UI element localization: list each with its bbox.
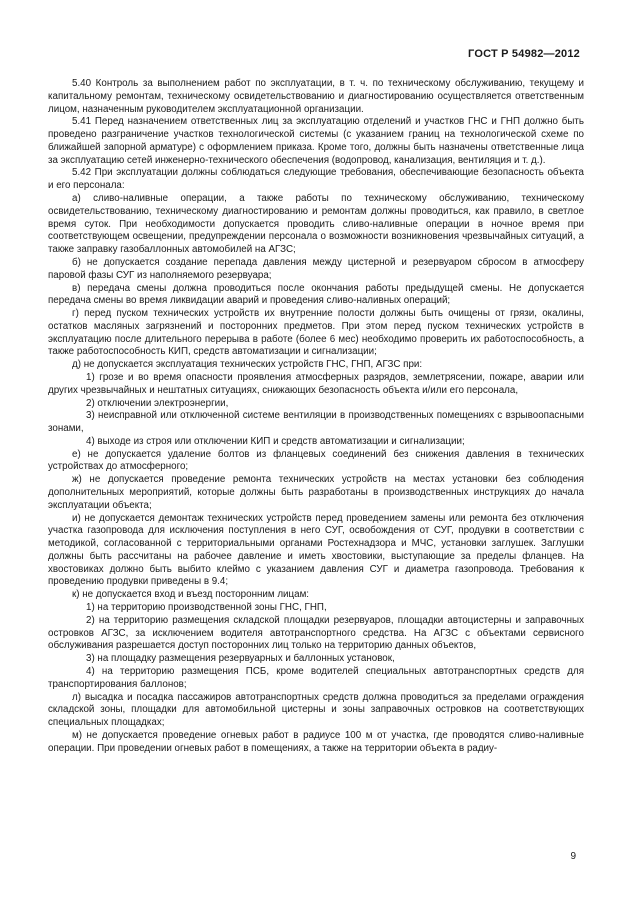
list-subitem: 3) неисправной или отключенной системе вентиляции в производственных помещениях с взрывоопасными зонами,: [48, 410, 584, 435]
list-subitem: 3) на площадку размещения резервуарных и баллонных установок,: [86, 653, 395, 665]
paragraph: 5.41 Перед назначением ответственных лиц за эксплуатацию отделений и участков ГНС и ГНП должно быть проведено разграничение участков технологической системы (с указанием границ на технологической схеме по ближайшей запорной арматуре) с оформлением приказа. Кроме того, должны быть назначены ответственные лица за эксплуатацию сетей инженерно-технического обеспечения (водопровод, канализация, вентиляция и т. д.).: [48, 116, 584, 166]
paragraph: л) высадка и посадка пассажиров автотранспортных средств должна проводиться за пределами ограждения складской зоны, площадки для автомобильной цистерны и зоны заправочных островков на соответствующих специальных площадках;: [48, 691, 584, 729]
list-subitem: 4) выходе из строя или отключении КИП и средств автоматизации и сигнализации;: [86, 435, 465, 447]
paragraph: д) не допускается эксплуатация технических устройств ГНС, ГНП, АГЗС при:: [72, 359, 423, 371]
document-body: [48, 78, 584, 755]
paragraph: м) не допускается проведение огневых работ в радиусе 100 м от участка, где проводятся сливо-наливные операции. При проведении огневых работ в помещениях, а также на территории объекта в радиу-: [48, 729, 584, 754]
paragraph: ж) не допускается проведение ремонта технических устройств на местах установки без соблюдения дополнительных мероприятий, которые должны быть разработаны в производственных инструкциях до начала эксплуатации объекта;: [48, 474, 584, 511]
list-subitem: 1) грозе и во время опасности проявления атмосферных разрядов, землетрясении, пожаре, аварии или других чрезвычайных и нештатных ситуациях, снижающих безопасность объекта и/или его персонала,: [48, 371, 584, 396]
paragraph: к) не допускается вход и въезд посторонним лицам:: [72, 589, 310, 601]
paragraph: б) не допускается создание перепада давления между цистерной и резервуаром сбросом в атмосферу паровой фазы СУГ из наполняемого резервуара;: [48, 256, 584, 281]
paragraph: г) перед пуском технических устройств их внутренние полости должны быть очищены от грязи, окалины, остатков масляных загрязнений и посторонних предметов. При этом перед пуском технических устройств в эксплуатацию после длительного перерыва в работе (более 6 мес) необходимо проверить их работоспособность, а также работоспособность КИП, средств автоматизации и сигнализации;: [48, 308, 584, 358]
paragraph: 5.42 При эксплуатации должны соблюдаться следующие требования, обеспечивающие безопасность объекта и его персонала:: [48, 167, 584, 192]
document-header: ГОСТ Р 54982—2012: [468, 48, 580, 60]
list-subitem: 1) на территорию производственной зоны ГНС, ГНП,: [86, 602, 327, 614]
paragraph: а) сливо-наливные операции, а также работы по техническому обслуживанию, техническому освидетельствованию, техническому диагностированию и ремонтам должны проводиться, как правило, в светлое время суток. При необходимости допускается проводить сливо-наливные операции в ночное время при соответствующем освещении, предупреждении персонала о возможности возникновения чрезвычайных ситуаций, а также заправку газобаллонных автомобилей на АГЗС;: [48, 193, 584, 256]
paragraph: 5.40 Контроль за выполнением работ по эксплуатации, в т. ч. по техническому обслуживанию, текущему и капитальному ремонтам, техническому освидетельствованию и диагностированию осуществляется ответственным лицом, назначенным руководителем эксплуатационной организации.: [48, 78, 584, 115]
list-subitem: 4) на территорию размещения ПСБ, кроме водителей специальных автотранспортных средств для транспортирования баллонов;: [48, 665, 584, 690]
paragraph: в) передача смены должна проводиться после окончания работы предыдущей смены. Не допускается передача смены во время ликвидации аварий и проведения сливо-наливных операций;: [48, 282, 584, 307]
list-subitem: 2) отключении электроэнергии,: [86, 397, 229, 409]
paragraph: е) не допускается удаление болтов из фланцевых соединений без снижения давления в технических устройствах до атмосферного;: [48, 448, 584, 473]
page-number: 9: [570, 851, 576, 862]
list-subitem: 2) на территорию размещения складской площадки резервуаров, площадки автоцистерны и заправочных островков АГЗС, за исключением водителя автотранспортного средства. На АГЗС с объектами сервисного обслуживания разрешается доступ посторонних лиц только на территорию данных объектов,: [48, 614, 584, 652]
paragraph: и) не допускается демонтаж технических устройств перед проведением замены или ремонта без отключения участка газопровода для исключения поступления в него СУГ, освобождения от СУГ, продувки в соответствии с методикой, согласованной с территориальными органами Ростехнадзора и МЧС, установки заглушек. Заглушки должны быть рассчитаны на рабочее давление и иметь хвостовики, выступающие за пределы фланцев. На хвостовиках должно быть выбито клеймо с указанием давления СУГ и диаметра газопровода. Требования к проведению продувки приведены в 9.4;: [48, 512, 584, 588]
